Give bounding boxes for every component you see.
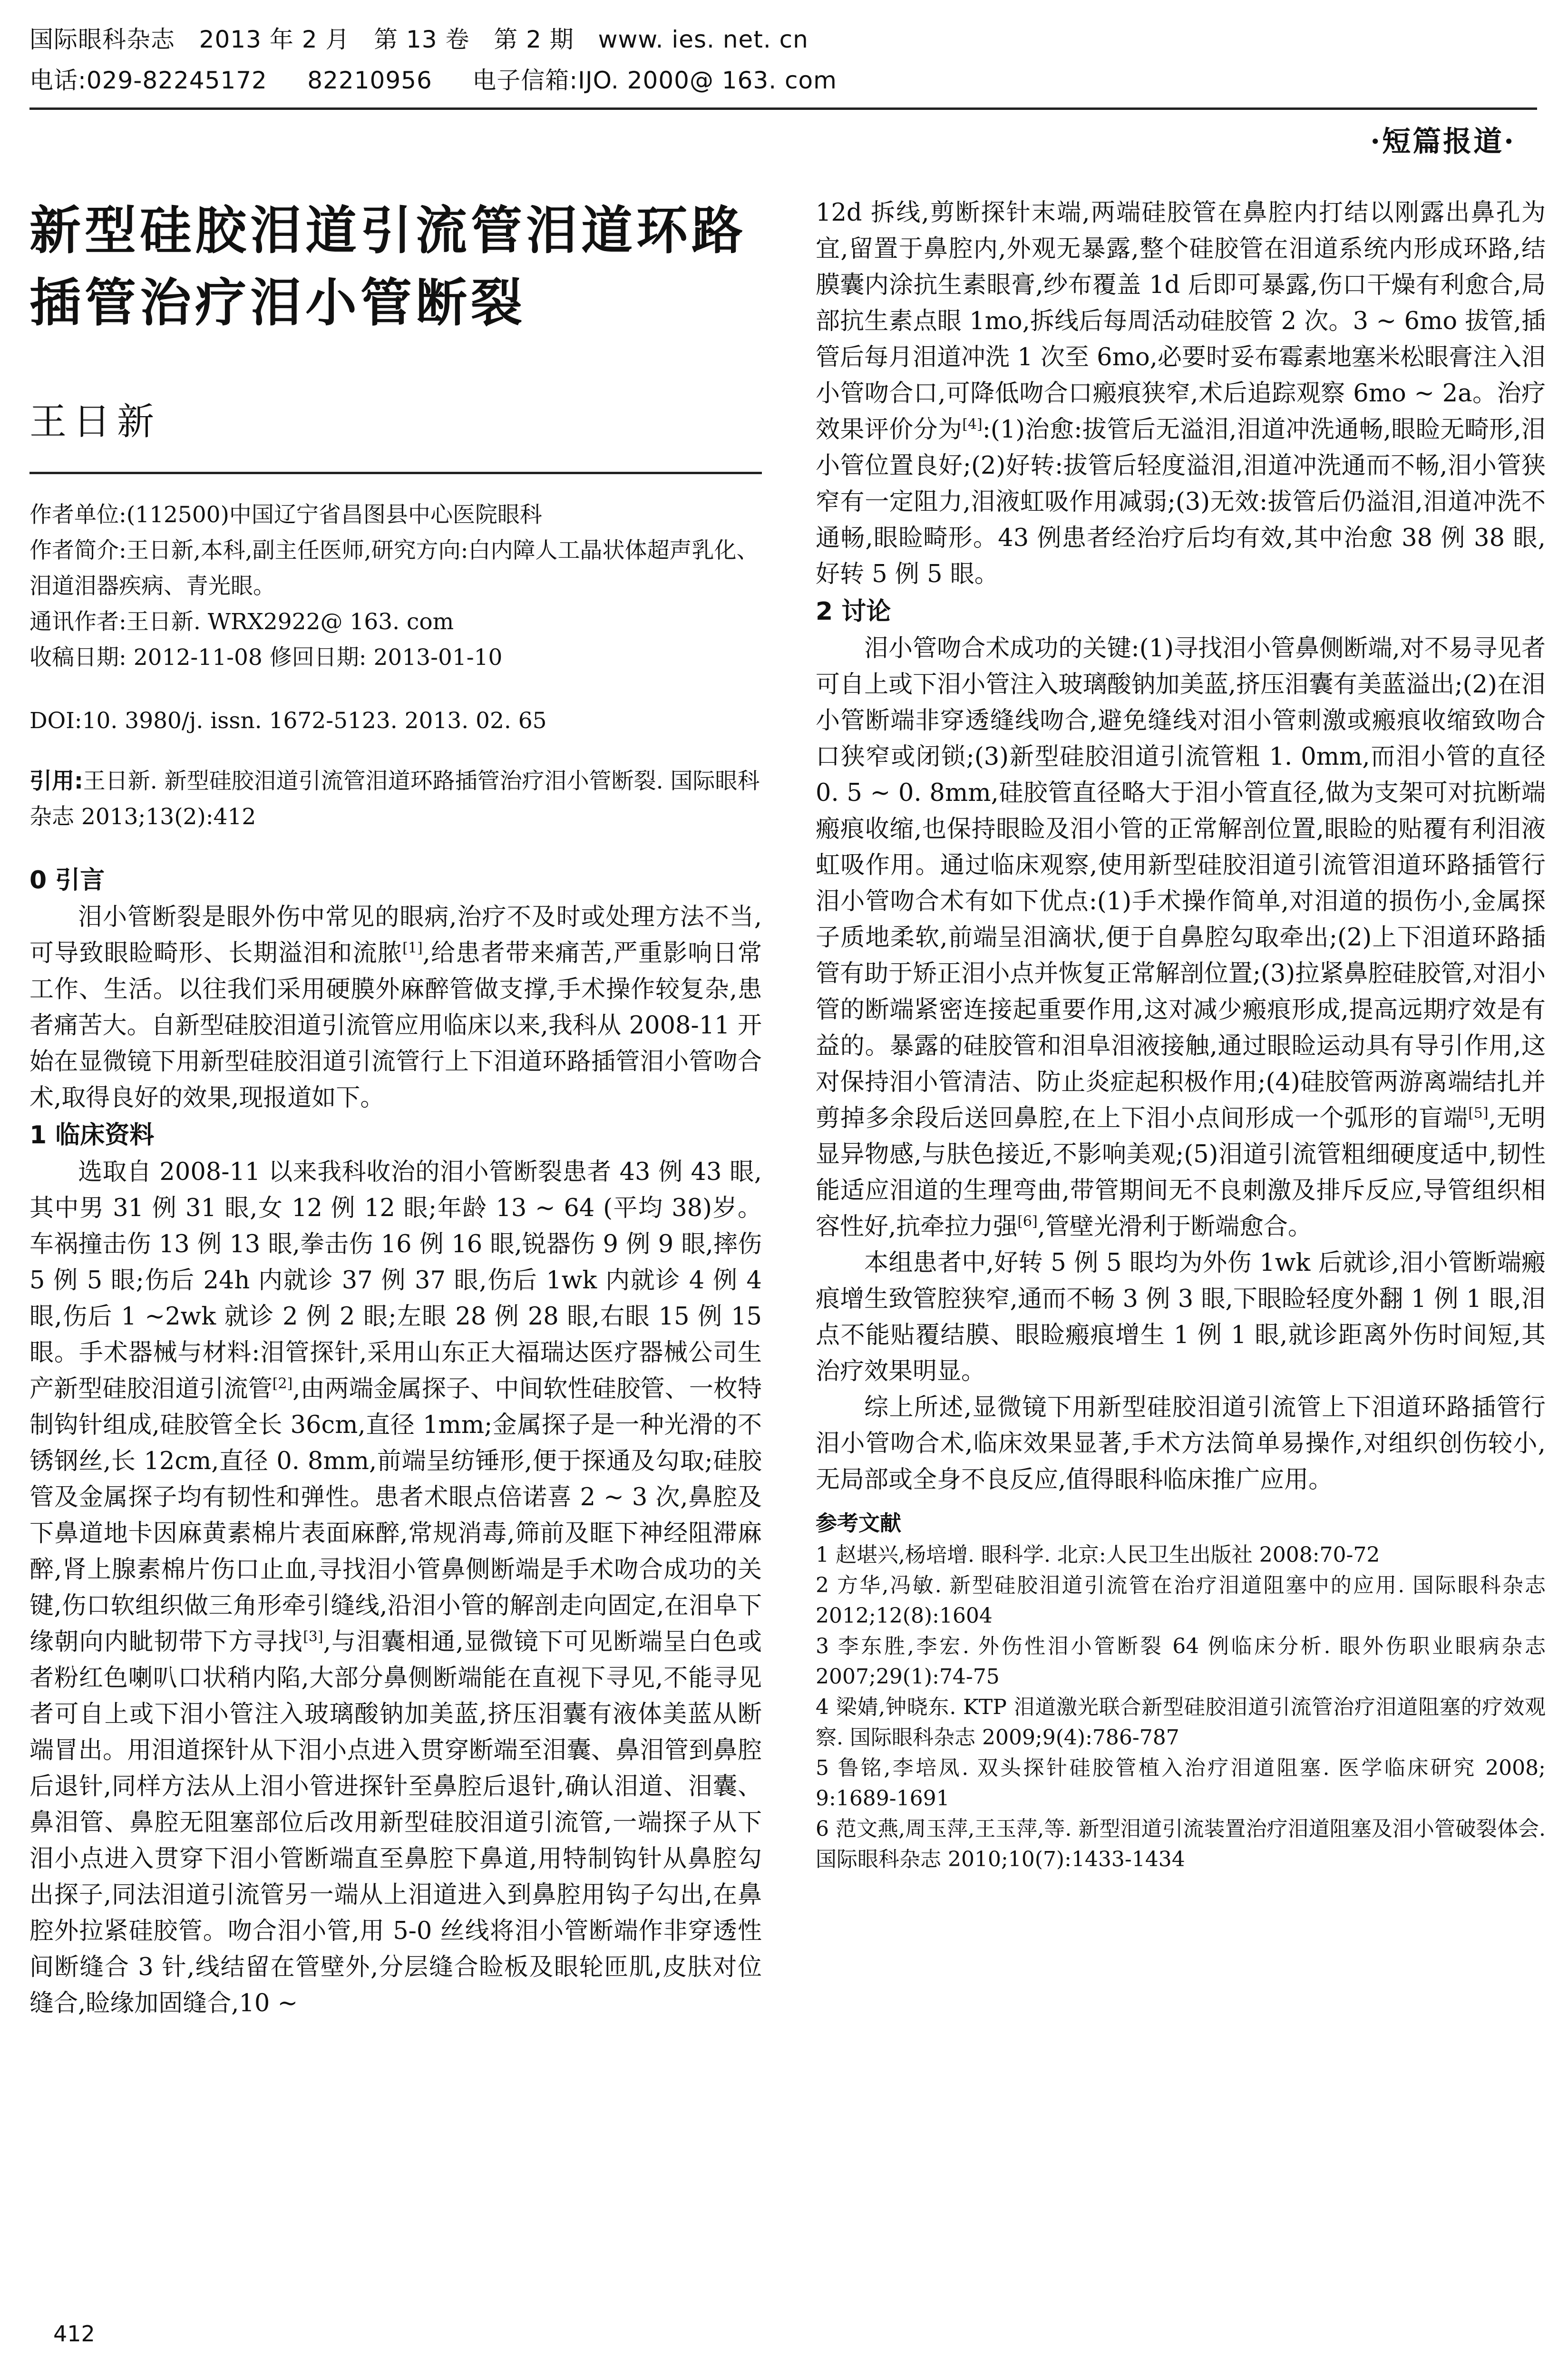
materials-heading: 1 临床资料 [29,1121,155,1150]
reference-item: 1 赵堪兴,杨培增. 眼科学. 北京:人民卫生出版社 2008:70-72 [816,1543,1380,1567]
article-title [29,195,762,340]
left-column [29,195,762,2022]
materials-text-a: 选取自 2008-11 以来我科收治的泪小管断裂患者 43 例 43 眼,其中男 31 例 31 眼,女 12 例 12 眼;年龄 13 ~ 64 (平均 38)岁。车祸撞击伤 13 例 13 眼,拳击伤 16 例 16 眼,锐器伤 9 例 9 眼,摔伤 5 例 5 眼;伤后 24h 内就诊 37 例 37 眼,伤后 1wk 内就诊 4 例 4 眼,伤后 1 ~2wk 就诊 2 例 2 眼;左眼 28 例 28 眼,右眼 15 例 15 眼。手术器械与材料:泪管探针,采用山东正大福瑞达医疗器械公司生产新型硅胶泪道引流管 [29,1158,762,1403]
right-column [816,195,1546,1875]
reference-item: 2 方华,冯敏. 新型硅胶泪道引流管在治疗泪道阻塞中的应用. 国际眼科杂志 2012;12(8):1604 [816,1573,1546,1628]
intro-heading: 0 引言 [29,866,105,895]
intro-paragraph [29,899,762,1116]
journal-header [29,19,1537,101]
discussion-text-b: ,无明显异物感,与肤色接近,不影响美观;(5)泪道引流管粗细硬度适中,韧性能适应泪道的生理弯曲,带管期间无不良刺激及排斥反应,导管组织相容性好,抗牵拉力强 [816,1104,1546,1241]
discussion-text-c: ,管壁光滑利于断端愈合。 [1037,1213,1312,1241]
materials-cont-text-a: 12d 拆线,剪断探针末端,两端硅胶管在鼻腔内打结以刚露出鼻孔为宜,留置于鼻腔内,外观无暴露,整个硅胶管在泪道系统内形成环路,结膜囊内涂抗生素眼膏,纱布覆盖 1d 后即可暴露,伤口干燥有利愈合,局部抗生素点眼 1mo,拆线后每周活动硅胶管 2 次。3 ~ 6mo 拔管,插管后每月泪道冲洗 1 次至 6mo,必要时妥布霉素地塞米松眼膏注入泪小管吻合口,可降低吻合口瘢痕狭窄,术后追踪观察 6mo ~ 2a。治疗效果评价分为 [816,199,1546,444]
citation-ref: [6] [1017,1213,1038,1230]
intro-text-a: 泪小管断裂是眼外伤中常见的眼病,治疗不及时或处理方法不当,可导致眼睑畸形、长期溢泪和流脓 [29,903,762,967]
citation-ref: [2] [272,1375,293,1392]
materials-cont-text-b: :(1)治愈:拔管后无溢泪,泪道冲洗通畅,眼睑无畸形,泪小管位置良好;(2)好转:拔管后轻度溢泪,泪道冲洗通而不畅,泪小管狭窄有一定阻力,泪液虹吸作用减弱;(3)无效:拔管后仍溢泪,泪道冲洗不通畅,眼睑畸形。43 例患者经治疗后均有效,其中治愈 38 例 38 眼,好转 5 例 5 眼。 [816,416,1546,588]
references-heading: 参考文献 [816,1510,902,1536]
page-number: 412 [53,2321,95,2347]
author-bio: 作者简介:王日新,本科,副主任医师,研究方向:白内障人工晶状体超声乳化、泪道泪器疾病、青光眼。 [29,537,759,599]
intro-text-b: ,给患者带来痛苦,严重影响日常工作、生活。以往我们采用硬膜外麻醉管做支撑,手术操作较复杂,患者痛苦大。自新型硅胶泪道引流管应用临床以来,我科从 2008-11 开始在显微镜下用新型硅胶泪道引流管行上下泪道环路插管泪小管吻合术,取得良好的效果,现报道如下。 [29,939,762,1112]
discussion-text-a: 泪小管吻合术成功的关键:(1)寻找泪小管鼻侧断端,对不易寻见者可自上或下泪小管注入玻璃酸钠加美蓝,挤压泪囊有美蓝溢出;(2)在泪小管断端非穿透缝线吻合,避免缝线对泪小管刺激或瘢痕收缩致吻合口狭窄或闭锁;(3)新型硅胶泪道引流管粗 1. 0mm,而泪小管的直径 0. 5 ~ 0. 8mm,硅胶管直径略大于泪小管直径,做为支架可对抗断端瘢痕收缩,也保持眼睑及泪小管的正常解剖位置,眼睑的贴覆有利泪液虹吸作用。通过临床观察,使用新型硅胶泪道引流管泪道环路插管行泪小管吻合术有如下优点:(1)手术操作简单,对泪道的损伤小,金属探子质地柔软,前端呈泪滴状,便于自鼻腔勾取牵出;(2)上下泪道环路插管有助于矫正泪小点并恢复正常解剖位置;(3)拉紧鼻腔硅胶管,对泪小管的断端紧密连接起重要作用,这对减少瘢痕形成,提高远期疗效是有益的。暴露的硅胶管和泪阜泪液接触,通过眼睑运动具有导引作用,这对保持泪小管清洁、防止炎症起积极作用;(4)硅胶管两游离端结扎并剪掉多余段后送回鼻腔,在上下泪小点间形成一个弧形的盲端 [816,634,1546,1132]
reference-item: 6 范文燕,周玉萍,王玉萍,等. 新型泪道引流装置治疗泪道阻塞及泪小管破裂体会. 国际眼科杂志 2010;10(7):1433-1434 [816,1817,1546,1871]
received-dates: 收稿日期: 2012-11-08 修回日期: 2013-01-10 [29,644,503,671]
author-meta [29,497,762,675]
title-line-2: 插管治疗泪小管断裂 [29,273,526,333]
author-affiliation: 作者单位:(112500)中国辽宁省昌图县中心医院眼科 [29,502,542,528]
discussion-paragraph-1 [816,631,1546,1245]
citation-ref: [5] [1468,1105,1489,1121]
citation-text: 王日新. 新型硅胶泪道引流管泪道环路插管治疗泪小管断裂. 国际眼科杂志 2013;13(2):412 [29,768,760,830]
materials-continuation [816,195,1546,593]
reference-item: 5 鲁铭,李培凤. 双头探针硅胶管植入治疗泪道阻塞. 医学临床研究 2008; 9:1689-1691 [816,1756,1546,1811]
materials-text-c: ,与泪囊相通,显微镜下可见断端呈白色或者粉红色喇叭口状稍内陷,大部分鼻侧断端能在直视下寻见,不能寻见者可自上或下泪小管注入玻璃酸钠加美蓝,挤压泪囊有液体美蓝从断端冒出。用泪道探针从下泪小点进入贯穿断端至泪囊、鼻泪管到鼻腔后退针,同样方法从上泪小管进探针至鼻腔后退针,确认泪道、泪囊、鼻泪管、鼻腔无阻塞部位后改用新型硅胶泪道引流管,一端探子从下泪小点进入贯穿下泪小管断端直至鼻腔下鼻道,用特制钩针从鼻腔勾出探子,同法泪道引流管另一端从上泪道进入到鼻腔用钩子勾出,在鼻腔外拉紧硅胶管。吻合泪小管,用 5-0 丝线将泪小管断端作非穿透性间断缝合 3 针,线结留在管壁外,分层缝合睑板及眼轮匝肌,皮肤对位缝合,睑缘加固缝合,10 ~ [29,1628,762,2017]
materials-paragraph [29,1154,762,2022]
discussion-paragraph-3: 综上所述,显微镜下用新型硅胶泪道引流管上下泪道环路插管行泪小管吻合术,临床效果显著,手术方法简单易操作,对组织创伤较小,无局部或全身不良反应,值得眼科临床推广应用。 [816,1393,1546,1494]
citation-ref: [4] [962,416,983,433]
section-label: ·短篇报道· [1370,125,1516,158]
corresponding-author: 通讯作者:王日新. WRX2922@ 163. com [29,609,454,635]
title-line-1: 新型硅胶泪道引流管泪道环路 [29,201,747,261]
reference-item: 3 李东胜,李宏. 外伤性泪小管断裂 64 例临床分析. 眼外伤职业眼病杂志 2007;29(1):74-75 [816,1634,1546,1689]
journal-info-line: 国际眼科杂志 2013 年 2 月 第 13 卷 第 2 期 www. ies. net. cn [29,26,808,53]
header-rule [29,107,1537,110]
reference-item: 4 梁婧,钟晓东. KTP 泪道激光联合新型硅胶泪道引流管治疗泪道阻塞的疗效观察. 国际眼科杂志 2009;9(4):786-787 [816,1695,1546,1750]
citation [29,763,762,835]
citation-ref: [1] [402,940,423,956]
doi: DOI:10. 3980/j. issn. 1672-5123. 2013. 02. 65 [29,708,547,734]
author-rule [29,472,762,474]
citation-ref: [3] [303,1628,323,1645]
materials-text-b: ,由两端金属探子、中间软性硅胶管、一枚特制钩针组成,硅胶管全长 36cm,直径 1mm;金属探子是一种光滑的不锈钢丝,长 12cm,直径 0. 8mm,前端呈纺锤形,便于探通及勾取;硅胶管及金属探子均有韧性和弹性。患者术眼点倍诺喜 2 ~ 3 次,鼻腔及下鼻道地卡因麻黄素棉片表面麻醉,常规消毒,筛前及眶下神经阻滞麻醉,肾上腺素棉片伤口止血,寻找泪小管鼻侧断端是手术吻合成功的关键,伤口软组织做三角形牵引缝线,沿泪小管的解剖走向固定,在泪阜下缘朝向内眦韧带下方寻找 [29,1375,762,1656]
discussion-paragraph-2: 本组患者中,好转 5 例 5 眼均为外伤 1wk 后就诊,泪小管断端瘢痕增生致管腔狭窄,通而不畅 3 例 3 眼,下眼睑轻度外翻 1 例 1 眼,泪点不能贴覆结膜、眼睑瘢痕增生 1 例 1 眼,就诊距离外伤时间短,其治疗效果明显。 [816,1249,1546,1385]
journal-contact-line: 电话:029-82245172 82210956 电子信箱:IJO. 2000@ 163. com [29,67,837,94]
discussion-heading: 2 讨论 [816,597,891,626]
author-name: 王日新 [29,400,161,443]
citation-label: 引用: [29,768,83,794]
